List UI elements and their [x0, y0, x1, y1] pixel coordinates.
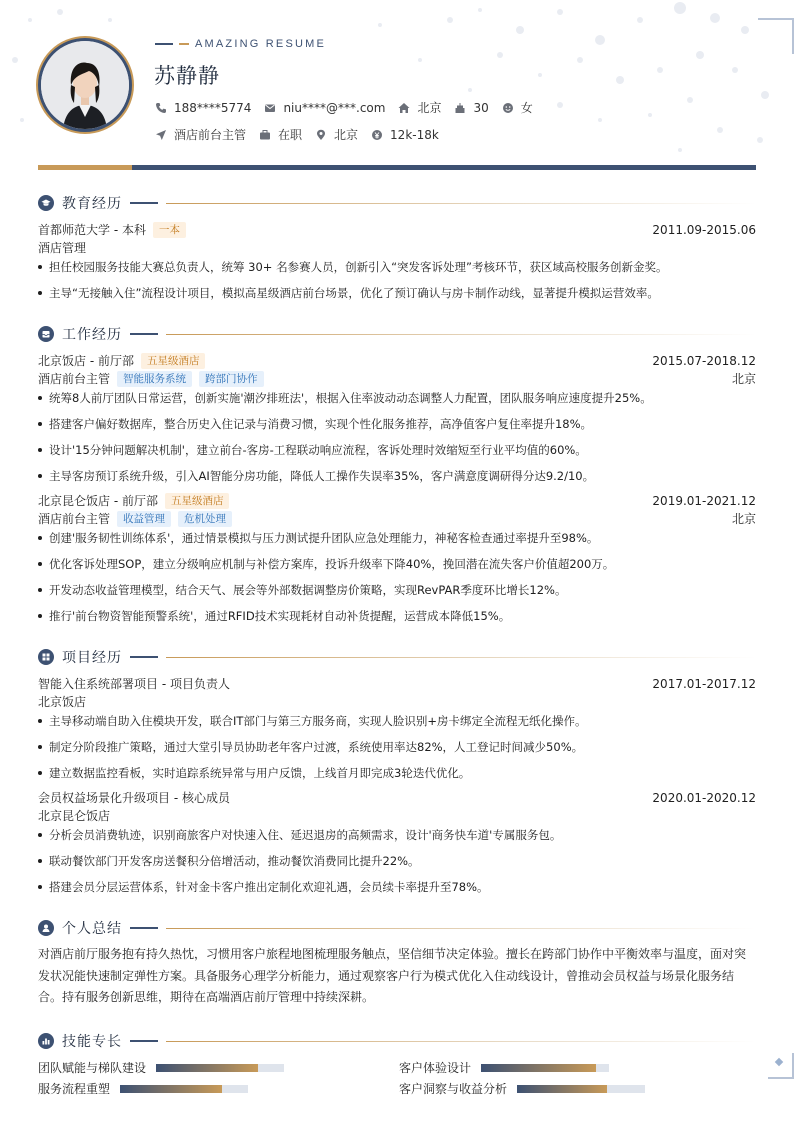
- role-tag: 智能服务系统: [117, 371, 192, 387]
- bullet-text: 担任校园服务技能大赛总负责人，统筹 30+ 名参赛人员，创新引入“突发客诉处理”考核环节，获区域高校服务创新金奖。: [49, 260, 668, 274]
- target-position-text: 酒店前台主管: [174, 128, 247, 142]
- email-text: niu****@***.com: [283, 100, 386, 115]
- job-city: 北京: [731, 512, 756, 526]
- job-intent-row: [155, 126, 452, 143]
- section-rule: [166, 203, 756, 204]
- section-summary: [38, 918, 756, 938]
- project-name: 智能入住系统部署项目 - 项目负责人: [38, 677, 230, 691]
- send-icon: [155, 129, 167, 141]
- age-info: [454, 101, 488, 115]
- project-date: 2020.01-2020.12: [652, 790, 756, 805]
- company-tag: 五星级酒店: [165, 493, 230, 509]
- project-header: [38, 789, 756, 806]
- target-city-info: [315, 126, 358, 143]
- job-date: 2019.01-2021.12: [652, 493, 756, 508]
- user-icon: [38, 920, 54, 936]
- bullet-text: 搭建客户偏好数据库，整合历史入住记录与消费习惯，实现个性化服务推荐，高净值客户复住率提升18%。: [49, 417, 593, 431]
- skill-name: 客户洞察与收益分析: [399, 1082, 508, 1096]
- job-status-text: 在职: [278, 128, 303, 142]
- mail-icon: [264, 102, 276, 114]
- skill-name: 服务流程重塑: [38, 1082, 111, 1096]
- corner-decoration-bottom: [768, 1053, 794, 1079]
- section-skills: [38, 1031, 756, 1051]
- location-icon: [315, 129, 327, 141]
- bullet-text: 分析会员消费轨迹，识别商旅客户对快速入住、延迟退房的高频需求，设计'商务快车道'专属服务包。: [49, 828, 562, 842]
- summary-text: 对酒店前厅服务抱有持久热忱，习惯用客户旅程地图梳理服务触点，坚信细节决定体验。擅长在跨部门协作中平衡效率与温度，面对突发状况能快速制定弹性方案。具备服务心理学分析能力，通过观察客户行为模式优化入住动线设计，曾推动会员权益与场景化服务结合。持有服务创新思维，期待在高端酒店前厅管理中持续深耕。: [38, 947, 747, 1004]
- bar-chart-icon: [38, 1033, 54, 1049]
- bullet-dot: [38, 448, 42, 452]
- project-name: 会员权益场景化升级项目 - 核心成员: [38, 791, 230, 805]
- tagline: [155, 38, 326, 50]
- skill-bar: [481, 1064, 609, 1072]
- email-info: [264, 101, 385, 115]
- list-item: [38, 530, 756, 546]
- bullet-text: 联动餐饮部门开发客房送餐积分倍增活动，推动餐饮消费同比提升22%。: [49, 854, 420, 868]
- bullet-text: 主导“无接触入住”流程设计项目，模拟高星级酒店前台场景，优化了预订确认与房卡制作动线，显著提升模拟运营效率。: [49, 286, 659, 300]
- list-item: [38, 442, 756, 458]
- skill-bar-fill: [517, 1085, 607, 1093]
- skill-item: [399, 1080, 645, 1097]
- salary-info: [371, 128, 439, 142]
- section-work: [38, 324, 756, 344]
- project-date: 2017.01-2017.12: [652, 676, 756, 691]
- bullet-text: 制定分阶段推广策略，通过大堂引导员协助老年客户过渡，系统使用率达82%，人工登记时间减少50%。: [49, 740, 584, 754]
- skill-item: [38, 1080, 248, 1097]
- phone-icon: [155, 102, 167, 114]
- section-title-summary: 个人总结: [62, 921, 122, 937]
- section-dash: [130, 656, 158, 658]
- list-item: [38, 468, 756, 484]
- tagline-text: AMAZING RESUME: [195, 38, 327, 50]
- job-role-row: [38, 370, 756, 387]
- skill-item: [399, 1059, 609, 1076]
- list-item: [38, 713, 756, 729]
- bullet-dot: [38, 396, 42, 400]
- skill-item: [38, 1059, 284, 1076]
- bullet-dot: [38, 265, 42, 269]
- grid-icon: [38, 649, 54, 665]
- list-item: [38, 879, 756, 895]
- list-item: [38, 416, 756, 432]
- section-title-skills: 技能专长: [62, 1034, 122, 1050]
- education-date: 2011.09-2015.06: [652, 222, 756, 237]
- avatar: [38, 38, 132, 132]
- list-item: [38, 582, 756, 598]
- section-dash: [130, 927, 158, 929]
- residence-text: 北京: [417, 101, 442, 115]
- portrait-image: [41, 41, 129, 129]
- section-rule: [166, 334, 756, 335]
- major: 酒店管理: [38, 241, 87, 255]
- list-item: [38, 285, 756, 301]
- company-name: 北京饭店 - 前厅部: [38, 354, 134, 368]
- job-header: [38, 352, 756, 369]
- section-education: [38, 193, 756, 213]
- bullet-text: 优化客诉处理SOP，建立分级响应机制与补偿方案库，投诉升级率下降40%，挽回潜在流失客户价值超200万。: [49, 557, 615, 571]
- inbox-icon: [38, 326, 54, 342]
- skill-bar-fill: [156, 1064, 258, 1072]
- header-divider: [38, 165, 756, 170]
- bullet-text: 主导客房预订系统升级，引入AI智能分房功能，降低人工操作失误率35%，客户满意度调研得分达9.2/10。: [49, 469, 595, 483]
- bullet-text: 创建'服务韧性训练体系'，通过情景模拟与压力测试提升团队应急处理能力，神秘客检查通过率提升至98%。: [49, 531, 599, 545]
- list-item: [38, 390, 756, 406]
- bullet-dot: [38, 859, 42, 863]
- list-item: [38, 853, 756, 869]
- phone-info: [155, 101, 251, 115]
- bullet-text: 设计'15分钟问题解决机制'，建立前台-客房-工程联动响应流程，客诉处理时效缩短至行业平均值的60%。: [49, 443, 587, 457]
- target-position-info: [155, 126, 246, 143]
- list-item: [38, 259, 756, 275]
- section-dash: [130, 1040, 158, 1042]
- header-divider-gold: [38, 165, 132, 170]
- phone-text: 188****5774: [174, 100, 252, 115]
- bullet-dot: [38, 422, 42, 426]
- bullet-dot: [38, 833, 42, 837]
- section-title-education: 教育经历: [62, 196, 122, 212]
- bullet-dot: [38, 536, 42, 540]
- list-item: [38, 765, 756, 781]
- bullet-dot: [38, 474, 42, 478]
- list-item: [38, 827, 756, 843]
- section-dash: [130, 202, 158, 204]
- job-role: 酒店前台主管: [38, 372, 111, 386]
- job-date: 2015.07-2018.12: [652, 353, 756, 368]
- list-item: [38, 608, 756, 624]
- briefcase-icon: [259, 129, 271, 141]
- skill-bar: [517, 1085, 645, 1093]
- role-tag: 危机处理: [178, 511, 232, 527]
- bullet-text: 建立数据监控看板，实时追踪系统异常与用户反馈，上线首月即完成3轮迭代优化。: [49, 766, 471, 780]
- section-dash: [130, 333, 158, 335]
- list-item: [38, 556, 756, 572]
- section-title-projects: 项目经历: [62, 650, 122, 666]
- cake-icon: [454, 102, 466, 114]
- bullet-dot: [38, 771, 42, 775]
- job-status-info: [259, 126, 302, 143]
- corner-decoration-top: [758, 18, 794, 54]
- skill-bar: [156, 1064, 284, 1072]
- school-name: 首都师范大学 - 本科: [38, 223, 146, 237]
- graduation-cap-icon: [38, 195, 54, 211]
- tagline-bar-accent: [179, 43, 189, 45]
- skill-bar: [120, 1085, 248, 1093]
- skill-name: 团队赋能与梯队建设: [38, 1061, 147, 1075]
- education-major-row: [38, 239, 756, 256]
- job-role-row: [38, 510, 756, 527]
- project-org-row: [38, 807, 756, 824]
- tagline-bar: [155, 43, 173, 45]
- role-tag: 跨部门协作: [199, 371, 264, 387]
- bullet-dot: [38, 291, 42, 295]
- job-header: [38, 492, 756, 509]
- education-header: [38, 221, 756, 238]
- bullet-dot: [38, 588, 42, 592]
- money-icon: [371, 129, 383, 141]
- section-title-work: 工作经历: [62, 327, 122, 343]
- role-tag: 收益管理: [117, 511, 171, 527]
- bullet-dot: [38, 614, 42, 618]
- bullet-text: 推行'前台物资智能预警系统'，通过RFID技术实现耗材自动补货提醒，运营成本降低15%。: [49, 609, 511, 623]
- age-text: 30: [473, 100, 489, 115]
- section-projects: [38, 647, 756, 667]
- bullet-text: 主导移动端自助入住模块开发，联合IT部门与第三方服务商，实现人脸识别+房卡绑定全流程无纸化操作。: [49, 714, 587, 728]
- project-org: 北京饭店: [38, 695, 87, 709]
- residence-info: [398, 99, 441, 116]
- bullet-dot: [38, 719, 42, 723]
- bullet-dot: [38, 562, 42, 566]
- bullet-text: 开发动态收益管理模型，结合天气、展会等外部数据调整房价策略，实现RevPAR季度环比增长12%。: [49, 583, 567, 597]
- bullet-text: 搭建会员分层运营体系，针对金卡客户推出定制化欢迎礼遇，会员续卡率提升至78%。: [49, 880, 489, 894]
- project-org-row: [38, 693, 756, 710]
- job-city: 北京: [731, 372, 756, 386]
- candidate-name: 苏静静: [154, 64, 220, 88]
- contact-row: [155, 99, 546, 116]
- bullet-text: 统筹8人前厅团队日常运营，创新实施'潮汐排班法'，根据入住率波动动态调整人力配置，团队服务响应速度提升25%。: [49, 391, 652, 405]
- section-rule: [166, 1041, 756, 1042]
- bullet-dot: [38, 745, 42, 749]
- salary-text: 12k-18k: [390, 127, 439, 142]
- face-icon: [502, 102, 514, 114]
- skill-bar-fill: [120, 1085, 222, 1093]
- list-item: [38, 739, 756, 755]
- company-name: 北京昆仑饭店 - 前厅部: [38, 494, 158, 508]
- job-role: 酒店前台主管: [38, 512, 111, 526]
- skill-bar-fill: [481, 1064, 596, 1072]
- school-tag: 一本: [153, 222, 186, 238]
- project-header: [38, 675, 756, 692]
- section-rule: [166, 928, 756, 929]
- bullet-dot: [38, 885, 42, 889]
- gender-text: 女: [520, 101, 533, 115]
- gender-info: [502, 99, 533, 116]
- company-tag: 五星级酒店: [141, 353, 206, 369]
- skill-name: 客户体验设计: [399, 1061, 472, 1075]
- header-divider-navy: [132, 165, 756, 170]
- section-rule: [166, 657, 756, 658]
- project-org: 北京昆仑饭店: [38, 809, 111, 823]
- target-city-text: 北京: [334, 128, 359, 142]
- home-icon: [398, 102, 410, 114]
